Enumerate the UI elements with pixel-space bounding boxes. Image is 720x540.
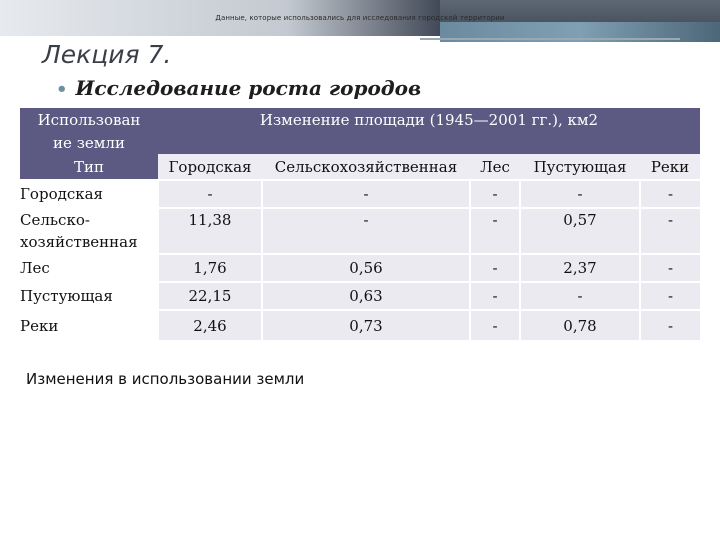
table-row — [20, 310, 700, 340]
table-cell: - — [158, 180, 262, 208]
table-cell: 0,57 — [520, 208, 640, 254]
row-label: Реки — [20, 310, 158, 340]
corner-label-line1: Использован — [20, 108, 158, 132]
table-cell: 11,38 — [158, 208, 262, 254]
table-cell: - — [640, 282, 700, 310]
column-header: Сельскохозяйственная — [262, 154, 470, 180]
table-cell: - — [520, 180, 640, 208]
table-cell: - — [262, 180, 470, 208]
header-spacer — [158, 132, 700, 154]
table-row — [20, 254, 700, 282]
bullet-dot-icon: • — [56, 79, 68, 100]
land-use-table — [20, 108, 700, 340]
table-cell: - — [640, 180, 700, 208]
table-cell: 0,63 — [262, 282, 470, 310]
row-label — [20, 208, 158, 254]
bullet-text: Исследование роста городов — [75, 76, 422, 100]
table-cell: - — [520, 282, 640, 310]
group-header: Изменение площади (1945—2001 гг.), км2 — [158, 108, 700, 132]
bullet-item — [56, 76, 421, 100]
column-header: Пустующая — [520, 154, 640, 180]
row-label: Городская — [20, 180, 158, 208]
table-cell: 22,15 — [158, 282, 262, 310]
table-cell: 2,46 — [158, 310, 262, 340]
table-cell: - — [640, 310, 700, 340]
table-cell: - — [262, 208, 470, 254]
row-label: Пустующая — [20, 282, 158, 310]
row-label-line1: Сельско- — [20, 211, 90, 229]
row-label: Лес — [20, 254, 158, 282]
table-cell: - — [640, 208, 700, 254]
table-cell: 0,56 — [262, 254, 470, 282]
table-row — [20, 180, 700, 208]
table-cell: - — [470, 310, 520, 340]
table-cell: - — [470, 180, 520, 208]
row-label-line2: хозяйственная — [20, 233, 138, 251]
table-cell: 1,76 — [158, 254, 262, 282]
table-cell: - — [640, 254, 700, 282]
table-row — [20, 208, 700, 254]
column-header: Реки — [640, 154, 700, 180]
table-cell: 0,78 — [520, 310, 640, 340]
banner-text: Данные, которые использовались для исследования городской территории — [215, 14, 505, 22]
table-caption: Изменения в использовании земли — [26, 370, 305, 388]
slide-title: Лекция 7. — [42, 40, 172, 69]
corner-label-line2: ие земли — [20, 132, 158, 154]
type-label: Тип — [20, 154, 158, 180]
table-cell: - — [470, 254, 520, 282]
column-header: Лес — [470, 154, 520, 180]
table-cell: - — [470, 208, 520, 254]
table-cell: 2,37 — [520, 254, 640, 282]
table-cell: - — [470, 282, 520, 310]
table-cell: 0,73 — [262, 310, 470, 340]
table-row — [20, 282, 700, 310]
column-header: Городская — [158, 154, 262, 180]
title-divider — [420, 38, 680, 40]
